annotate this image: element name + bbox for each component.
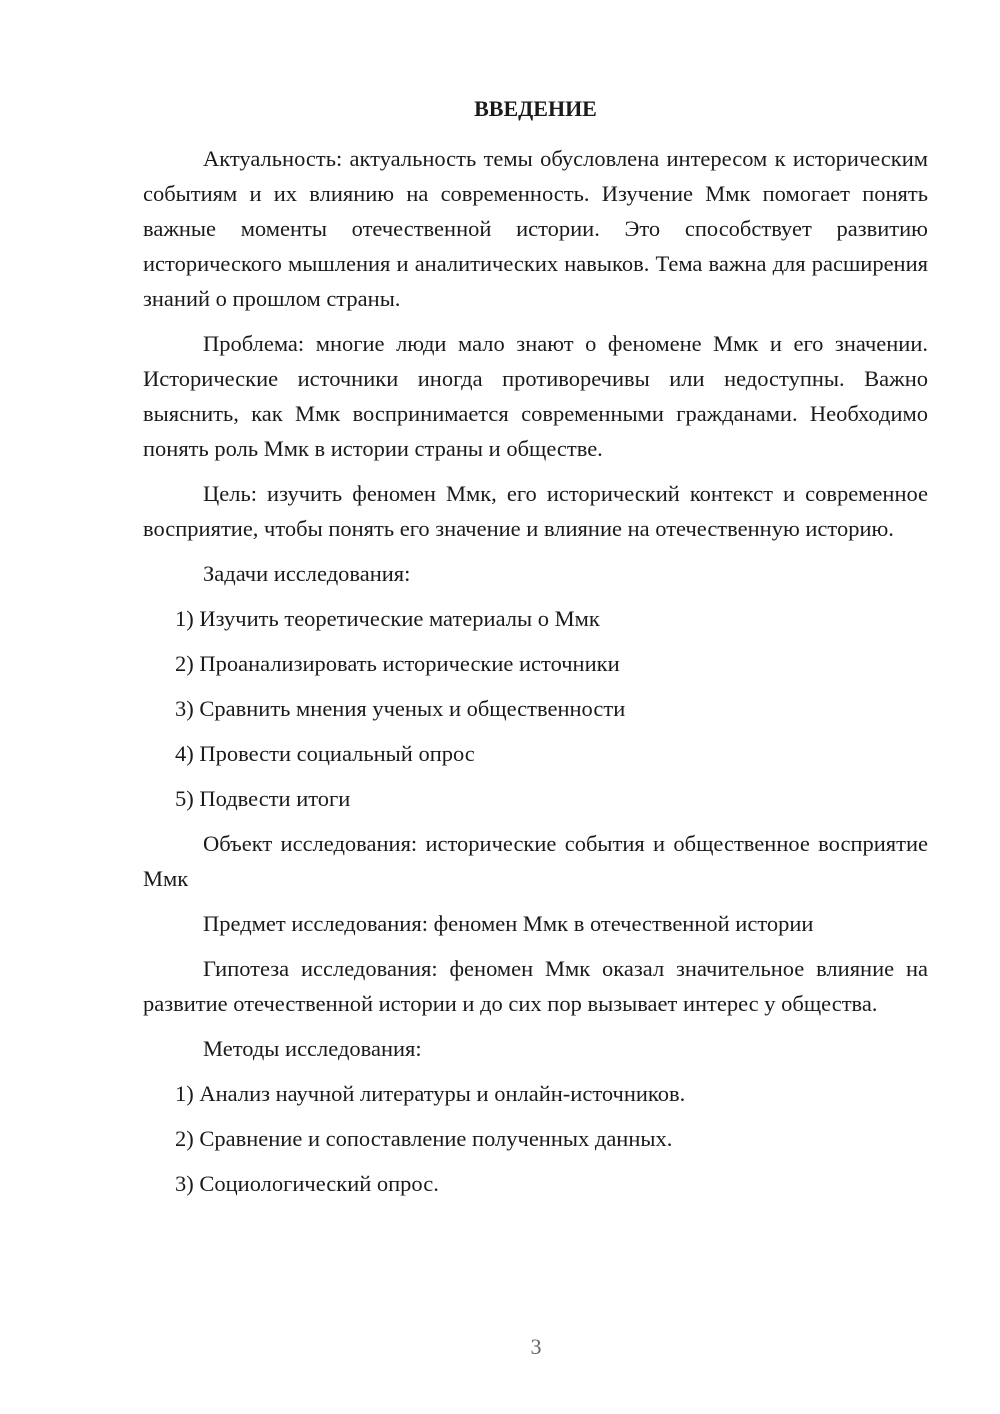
tasks-heading: Задачи исследования: [203, 561, 411, 586]
task-item: 1) Изучить теоретические материалы о Ммк [175, 606, 600, 631]
method-item: 1) Анализ научной литературы и онлайн-источников. [175, 1081, 686, 1106]
method-item: 2) Сравнение и сопоставление полученных данных. [175, 1126, 673, 1151]
task-item: 4) Провести социальный опрос [175, 741, 475, 766]
paragraph-goal: Цель: изучить феномен Ммк, его исторический контекст и современное восприятие, чтобы понять его значение и влияние на отечественную историю. [143, 481, 928, 541]
task-item: 2) Проанализировать исторические источники [175, 651, 620, 676]
paragraph-subject: Предмет исследования: феномен Ммк в отечественной истории [203, 911, 814, 936]
method-item: 3) Социологический опрос. [175, 1171, 439, 1196]
page-title: ВВЕДЕНИЕ [474, 96, 597, 121]
task-item: 5) Подвести итоги [175, 786, 351, 811]
task-item: 3) Сравнить мнения ученых и общественности [175, 696, 626, 721]
paragraph-relevance: Актуальность: актуальность темы обусловлена интересом к историческим событиям и их влиянию на современность. Изучение Ммк помогает понять важные моменты отечественной истории. Это способствует развитию исторического мышления и аналитических навыков. Тема важна для расширения знаний о прошлом страны. [143, 146, 928, 311]
paragraph-object: Объект исследования: исторические события и общественное восприятие Ммк [143, 831, 928, 891]
paragraph-hypothesis: Гипотеза исследования: феномен Ммк оказал значительное влияние на развитие отечественной истории и до сих пор вызывает интерес у общества. [143, 956, 928, 1016]
document-page [143, 94, 928, 1211]
methods-heading: Методы исследования: [203, 1036, 422, 1061]
page-number: 3 [530, 1334, 542, 1359]
paragraph-problem: Проблема: многие люди мало знают о феномене Ммк и его значении. Исторические источники иногда противоречивы или недоступны. Важно выяснить, как Ммк воспринимается современными гражданами. Необходимо понять роль Ммк в истории страны и обществе. [143, 331, 928, 461]
